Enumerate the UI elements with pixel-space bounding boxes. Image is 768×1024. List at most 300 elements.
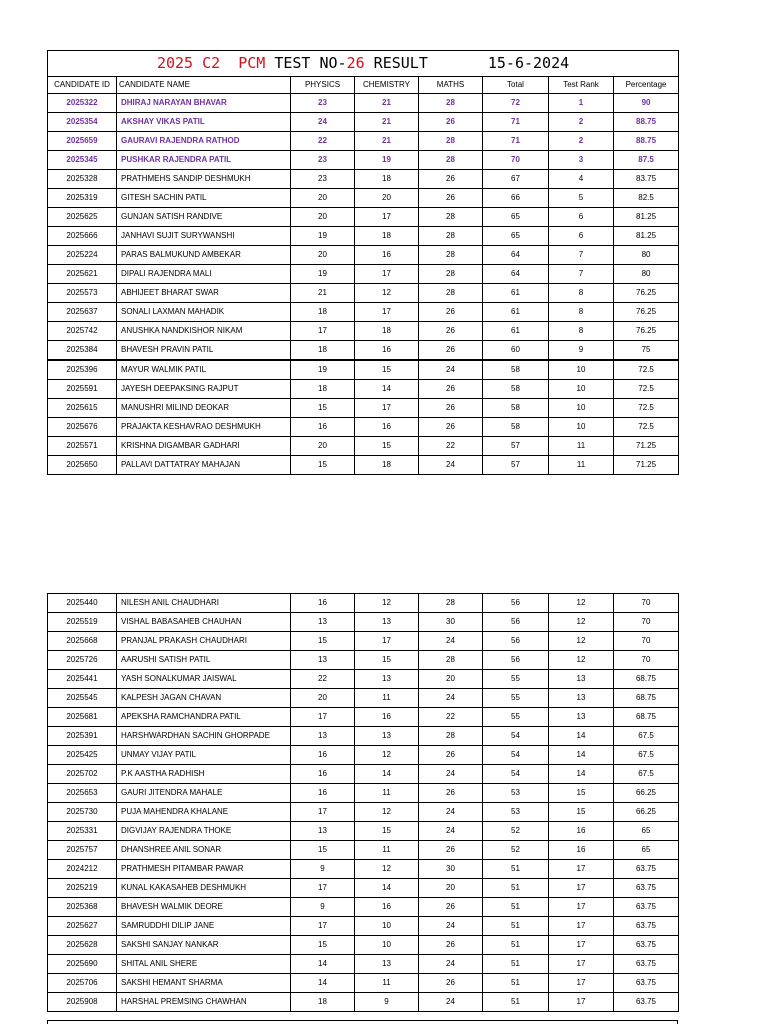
cell-chemistry: 11	[355, 689, 419, 708]
cell-candidate-name: DHANSHREE ANIL SONAR	[117, 841, 291, 860]
table-continuation-edge	[47, 1020, 678, 1024]
title-batch: C2	[193, 54, 221, 72]
cell-percentage: 67.5	[614, 727, 679, 746]
cell-maths: 28	[419, 284, 483, 303]
cell-chemistry: 14	[355, 765, 419, 784]
cell-percentage: 68.75	[614, 670, 679, 689]
cell-candidate-name: YASH SONALKUMAR JAISWAL	[117, 670, 291, 689]
cell-candidate-id: 2025425	[48, 746, 117, 765]
cell-maths: 26	[419, 341, 483, 361]
table-row	[48, 708, 679, 727]
cell-chemistry: 12	[355, 594, 419, 613]
title-row	[48, 51, 679, 77]
cell-physics: 16	[291, 418, 355, 437]
cell-candidate-id: 2025653	[48, 784, 117, 803]
cell-maths: 26	[419, 113, 483, 132]
cell-candidate-id: 2025591	[48, 380, 117, 399]
cell-candidate-id: 2025440	[48, 594, 117, 613]
cell-candidate-name: SAMRUDDHI DILIP JANE	[117, 917, 291, 936]
cell-candidate-id: 2025396	[48, 360, 117, 380]
cell-test-rank: 8	[549, 284, 614, 303]
table-row	[48, 632, 679, 651]
title-result-label: RESULT	[364, 54, 428, 72]
title-year: 2025	[156, 54, 194, 72]
cell-chemistry: 13	[355, 670, 419, 689]
cell-maths: 26	[419, 170, 483, 189]
cell-test-rank: 2	[549, 113, 614, 132]
cell-candidate-id: 2025666	[48, 227, 117, 246]
cell-test-rank: 6	[549, 227, 614, 246]
cell-candidate-name: BHAVESH PRAVIN PATIL	[117, 341, 291, 361]
cell-candidate-id: 2025219	[48, 879, 117, 898]
cell-total: 58	[483, 399, 549, 418]
cell-percentage: 80	[614, 246, 679, 265]
cell-percentage: 66.25	[614, 784, 679, 803]
cell-physics: 24	[291, 113, 355, 132]
cell-total: 52	[483, 841, 549, 860]
cell-maths: 26	[419, 399, 483, 418]
cell-candidate-name: GITESH SACHIN PATIL	[117, 189, 291, 208]
cell-maths: 24	[419, 632, 483, 651]
cell-total: 55	[483, 708, 549, 727]
cell-percentage: 63.75	[614, 993, 679, 1012]
table-row	[48, 594, 679, 613]
cell-total: 65	[483, 208, 549, 227]
cell-chemistry: 16	[355, 418, 419, 437]
cell-percentage: 63.75	[614, 917, 679, 936]
cell-maths: 28	[419, 227, 483, 246]
cell-maths: 28	[419, 594, 483, 613]
cell-candidate-id: 2025668	[48, 632, 117, 651]
cell-percentage: 67.5	[614, 765, 679, 784]
table-row	[48, 670, 679, 689]
cell-total: 58	[483, 360, 549, 380]
table-row	[48, 303, 679, 322]
cell-candidate-name: UNMAY VIJAY PATIL	[117, 746, 291, 765]
cell-chemistry: 17	[355, 303, 419, 322]
cell-candidate-id: 2025224	[48, 246, 117, 265]
cell-candidate-id: 2025354	[48, 113, 117, 132]
cell-test-rank: 17	[549, 993, 614, 1012]
cell-chemistry: 15	[355, 822, 419, 841]
cell-test-rank: 5	[549, 189, 614, 208]
cell-percentage: 90	[614, 94, 679, 113]
cell-physics: 16	[291, 594, 355, 613]
cell-chemistry: 18	[355, 456, 419, 475]
col-header-maths: MATHS	[419, 77, 483, 94]
table-row	[48, 208, 679, 227]
cell-chemistry: 11	[355, 974, 419, 993]
cell-candidate-id: 2025706	[48, 974, 117, 993]
cell-candidate-name: PRATHMESH PITAMBAR PAWAR	[117, 860, 291, 879]
table-row	[48, 898, 679, 917]
cell-percentage: 87.5	[614, 151, 679, 170]
cell-total: 51	[483, 955, 549, 974]
cell-percentage: 63.75	[614, 955, 679, 974]
cell-chemistry: 16	[355, 898, 419, 917]
cell-total: 67	[483, 170, 549, 189]
cell-candidate-name: ANUSHKA NANDKISHOR NIKAM	[117, 322, 291, 341]
cell-percentage: 88.75	[614, 113, 679, 132]
table-row	[48, 822, 679, 841]
cell-candidate-name: VISHAL BABASAHEB CHAUHAN	[117, 613, 291, 632]
cell-chemistry: 10	[355, 917, 419, 936]
cell-candidate-name: APEKSHA RAMCHANDRA PATIL	[117, 708, 291, 727]
cell-candidate-id: 2025625	[48, 208, 117, 227]
table-row	[48, 113, 679, 132]
cell-physics: 21	[291, 284, 355, 303]
cell-test-rank: 17	[549, 955, 614, 974]
cell-total: 51	[483, 879, 549, 898]
cell-physics: 17	[291, 708, 355, 727]
cell-physics: 9	[291, 860, 355, 879]
cell-physics: 18	[291, 341, 355, 361]
cell-total: 51	[483, 917, 549, 936]
cell-total: 57	[483, 437, 549, 456]
cell-candidate-name: BHAVESH WALMIK DEORE	[117, 898, 291, 917]
cell-candidate-name: DHIRAJ NARAYAN BHAVAR	[117, 94, 291, 113]
cell-candidate-id: 2025615	[48, 399, 117, 418]
cell-candidate-name: KUNAL KAKASAHEB DESHMUKH	[117, 879, 291, 898]
cell-maths: 26	[419, 418, 483, 437]
cell-chemistry: 16	[355, 246, 419, 265]
cell-total: 71	[483, 113, 549, 132]
table-row	[48, 955, 679, 974]
cell-candidate-name: DIPALI RAJENDRA MALI	[117, 265, 291, 284]
cell-maths: 26	[419, 841, 483, 860]
cell-percentage: 81.25	[614, 208, 679, 227]
cell-physics: 23	[291, 170, 355, 189]
cell-test-rank: 17	[549, 974, 614, 993]
cell-maths: 28	[419, 94, 483, 113]
cell-test-rank: 10	[549, 360, 614, 380]
cell-total: 65	[483, 227, 549, 246]
cell-physics: 19	[291, 227, 355, 246]
cell-total: 56	[483, 651, 549, 670]
cell-candidate-id: 2025345	[48, 151, 117, 170]
cell-candidate-id: 2025650	[48, 456, 117, 475]
cell-test-rank: 4	[549, 170, 614, 189]
cell-physics: 18	[291, 993, 355, 1012]
cell-candidate-id: 2025730	[48, 803, 117, 822]
cell-maths: 22	[419, 437, 483, 456]
title-stream: PCM	[238, 54, 266, 72]
cell-total: 72	[483, 94, 549, 113]
cell-test-rank: 1	[549, 94, 614, 113]
cell-test-rank: 14	[549, 765, 614, 784]
table-row	[48, 727, 679, 746]
table-row	[48, 841, 679, 860]
cell-chemistry: 12	[355, 860, 419, 879]
cell-maths: 24	[419, 689, 483, 708]
cell-test-rank: 7	[549, 246, 614, 265]
cell-test-rank: 12	[549, 613, 614, 632]
cell-total: 60	[483, 341, 549, 361]
cell-candidate-id: 2025545	[48, 689, 117, 708]
cell-percentage: 70	[614, 613, 679, 632]
cell-total: 51	[483, 936, 549, 955]
cell-physics: 13	[291, 727, 355, 746]
table-row	[48, 170, 679, 189]
cell-total: 56	[483, 632, 549, 651]
cell-physics: 20	[291, 689, 355, 708]
cell-chemistry: 17	[355, 632, 419, 651]
cell-physics: 13	[291, 651, 355, 670]
table-row	[48, 341, 679, 361]
cell-candidate-name: GUNJAN SATISH RANDIVE	[117, 208, 291, 227]
cell-candidate-name: HARSHWARDHAN SACHIN GHORPADE	[117, 727, 291, 746]
cell-candidate-id: 2025628	[48, 936, 117, 955]
cell-chemistry: 21	[355, 94, 419, 113]
cell-total: 54	[483, 746, 549, 765]
cell-physics: 15	[291, 399, 355, 418]
cell-test-rank: 12	[549, 594, 614, 613]
cell-chemistry: 12	[355, 746, 419, 765]
table-row	[48, 765, 679, 784]
cell-candidate-name: GAURI JITENDRA MAHALE	[117, 784, 291, 803]
title-test-number: 26	[346, 54, 365, 72]
cell-test-rank: 17	[549, 879, 614, 898]
table-row	[48, 974, 679, 993]
cell-total: 51	[483, 974, 549, 993]
cell-total: 55	[483, 689, 549, 708]
cell-test-rank: 16	[549, 841, 614, 860]
table-row	[48, 689, 679, 708]
table-row	[48, 246, 679, 265]
table-row	[48, 746, 679, 765]
cell-candidate-id: 2025571	[48, 437, 117, 456]
cell-candidate-name: HARSHAL PREMSING CHAWHAN	[117, 993, 291, 1012]
table-row	[48, 936, 679, 955]
cell-candidate-name: PUJA MAHENDRA KHALANE	[117, 803, 291, 822]
cell-chemistry: 18	[355, 322, 419, 341]
cell-candidate-name: SHITAL ANIL SHERE	[117, 955, 291, 974]
cell-chemistry: 13	[355, 955, 419, 974]
cell-maths: 22	[419, 708, 483, 727]
cell-chemistry: 12	[355, 284, 419, 303]
cell-chemistry: 15	[355, 437, 419, 456]
cell-total: 71	[483, 132, 549, 151]
cell-percentage: 80	[614, 265, 679, 284]
cell-chemistry: 19	[355, 151, 419, 170]
cell-candidate-name: KALPESH JAGAN CHAVAN	[117, 689, 291, 708]
cell-maths: 26	[419, 380, 483, 399]
cell-chemistry: 9	[355, 993, 419, 1012]
cell-maths: 28	[419, 132, 483, 151]
cell-maths: 26	[419, 189, 483, 208]
cell-total: 51	[483, 898, 549, 917]
cell-candidate-name: AARUSHI SATISH PATIL	[117, 651, 291, 670]
cell-physics: 16	[291, 784, 355, 803]
cell-candidate-name: PUSHKAR RAJENDRA PATIL	[117, 151, 291, 170]
cell-percentage: 63.75	[614, 898, 679, 917]
col-header-total: Total	[483, 77, 549, 94]
cell-maths: 26	[419, 974, 483, 993]
cell-test-rank: 11	[549, 437, 614, 456]
cell-total: 61	[483, 322, 549, 341]
cell-chemistry: 16	[355, 708, 419, 727]
cell-candidate-name: PRAJAKTA KESHAVRAO DESHMUKH	[117, 418, 291, 437]
cell-total: 55	[483, 670, 549, 689]
cell-physics: 20	[291, 208, 355, 227]
cell-maths: 28	[419, 265, 483, 284]
cell-percentage: 72.5	[614, 380, 679, 399]
cell-test-rank: 17	[549, 860, 614, 879]
cell-physics: 17	[291, 322, 355, 341]
cell-percentage: 70	[614, 651, 679, 670]
cell-candidate-name: JAYESH DEEPAKSING RAJPUT	[117, 380, 291, 399]
table-row	[48, 132, 679, 151]
cell-percentage: 75	[614, 341, 679, 361]
cell-chemistry: 11	[355, 784, 419, 803]
cell-total: 64	[483, 246, 549, 265]
cell-test-rank: 15	[549, 784, 614, 803]
cell-candidate-name: ABHIJEET BHARAT SWAR	[117, 284, 291, 303]
table-row	[48, 879, 679, 898]
header-row	[48, 77, 679, 94]
cell-chemistry: 12	[355, 803, 419, 822]
cell-maths: 24	[419, 360, 483, 380]
col-header-chemistry: CHEMISTRY	[355, 77, 419, 94]
cell-physics: 15	[291, 841, 355, 860]
cell-candidate-id: 2024212	[48, 860, 117, 879]
cell-test-rank: 10	[549, 380, 614, 399]
cell-candidate-id: 2025702	[48, 765, 117, 784]
table-row	[48, 456, 679, 475]
cell-test-rank: 14	[549, 746, 614, 765]
cell-test-rank: 8	[549, 303, 614, 322]
cell-physics: 18	[291, 303, 355, 322]
cell-maths: 24	[419, 917, 483, 936]
table-body-2	[48, 594, 679, 1012]
sheet-title	[48, 51, 679, 77]
cell-candidate-name: PRANJAL PRAKASH CHAUDHARI	[117, 632, 291, 651]
cell-total: 52	[483, 822, 549, 841]
cell-test-rank: 9	[549, 341, 614, 361]
cell-percentage: 70	[614, 594, 679, 613]
cell-candidate-id: 2025659	[48, 132, 117, 151]
cell-test-rank: 10	[549, 418, 614, 437]
cell-candidate-id: 2025368	[48, 898, 117, 917]
cell-physics: 17	[291, 917, 355, 936]
cell-percentage: 82.5	[614, 189, 679, 208]
cell-physics: 22	[291, 132, 355, 151]
cell-physics: 23	[291, 151, 355, 170]
cell-total: 51	[483, 993, 549, 1012]
cell-candidate-id: 2025637	[48, 303, 117, 322]
cell-candidate-id: 2025690	[48, 955, 117, 974]
result-table-page-2	[47, 593, 679, 1012]
cell-chemistry: 13	[355, 727, 419, 746]
table-row	[48, 860, 679, 879]
cell-candidate-name: SAKSHI SANJAY NANKAR	[117, 936, 291, 955]
cell-physics: 13	[291, 822, 355, 841]
cell-candidate-id: 2025726	[48, 651, 117, 670]
cell-percentage: 72.5	[614, 418, 679, 437]
table-row	[48, 651, 679, 670]
title-test-label: TEST NO-	[265, 54, 347, 72]
cell-candidate-id: 2025627	[48, 917, 117, 936]
cell-chemistry: 14	[355, 380, 419, 399]
cell-chemistry: 17	[355, 208, 419, 227]
cell-physics: 18	[291, 380, 355, 399]
cell-physics: 16	[291, 746, 355, 765]
cell-candidate-name: GAURAVI RAJENDRA RATHOD	[117, 132, 291, 151]
cell-candidate-name: MAYUR WALMIK PATIL	[117, 360, 291, 380]
cell-total: 61	[483, 303, 549, 322]
cell-candidate-id: 2025573	[48, 284, 117, 303]
cell-total: 54	[483, 727, 549, 746]
cell-maths: 28	[419, 208, 483, 227]
table-row	[48, 360, 679, 380]
cell-percentage: 72.5	[614, 360, 679, 380]
cell-maths: 24	[419, 993, 483, 1012]
cell-candidate-id: 2025328	[48, 170, 117, 189]
cell-maths: 24	[419, 765, 483, 784]
cell-test-rank: 17	[549, 898, 614, 917]
title-date: 15-6-2024	[487, 54, 570, 72]
cell-percentage: 68.75	[614, 708, 679, 727]
cell-test-rank: 6	[549, 208, 614, 227]
cell-maths: 24	[419, 803, 483, 822]
cell-test-rank: 13	[549, 689, 614, 708]
cell-percentage: 71.25	[614, 437, 679, 456]
cell-physics: 20	[291, 437, 355, 456]
table-row	[48, 284, 679, 303]
cell-test-rank: 12	[549, 651, 614, 670]
cell-maths: 28	[419, 246, 483, 265]
cell-physics: 15	[291, 632, 355, 651]
cell-candidate-id: 2025391	[48, 727, 117, 746]
cell-total: 53	[483, 803, 549, 822]
cell-maths: 26	[419, 303, 483, 322]
table-row	[48, 917, 679, 936]
table-body-1	[48, 94, 679, 475]
cell-maths: 24	[419, 955, 483, 974]
cell-chemistry: 11	[355, 841, 419, 860]
cell-chemistry: 13	[355, 613, 419, 632]
cell-physics: 19	[291, 360, 355, 380]
cell-physics: 14	[291, 955, 355, 974]
cell-physics: 22	[291, 670, 355, 689]
cell-maths: 26	[419, 746, 483, 765]
cell-total: 53	[483, 784, 549, 803]
cell-maths: 26	[419, 898, 483, 917]
table-row	[48, 993, 679, 1012]
cell-physics: 17	[291, 879, 355, 898]
cell-percentage: 63.75	[614, 936, 679, 955]
cell-percentage: 76.25	[614, 322, 679, 341]
cell-chemistry: 17	[355, 399, 419, 418]
table-row	[48, 94, 679, 113]
cell-candidate-name: JANHAVI SUJIT SURYWANSHI	[117, 227, 291, 246]
cell-candidate-id: 2025676	[48, 418, 117, 437]
cell-percentage: 63.75	[614, 974, 679, 993]
cell-percentage: 68.75	[614, 689, 679, 708]
cell-physics: 16	[291, 765, 355, 784]
cell-candidate-name: KRISHNA DIGAMBAR GADHARI	[117, 437, 291, 456]
table-row	[48, 189, 679, 208]
cell-candidate-name: MANUSHRI MILIND DEOKAR	[117, 399, 291, 418]
cell-total: 57	[483, 456, 549, 475]
cell-test-rank: 7	[549, 265, 614, 284]
cell-maths: 24	[419, 822, 483, 841]
cell-chemistry: 21	[355, 113, 419, 132]
table-row	[48, 322, 679, 341]
cell-test-rank: 13	[549, 708, 614, 727]
cell-candidate-id: 2025908	[48, 993, 117, 1012]
table-row	[48, 227, 679, 246]
